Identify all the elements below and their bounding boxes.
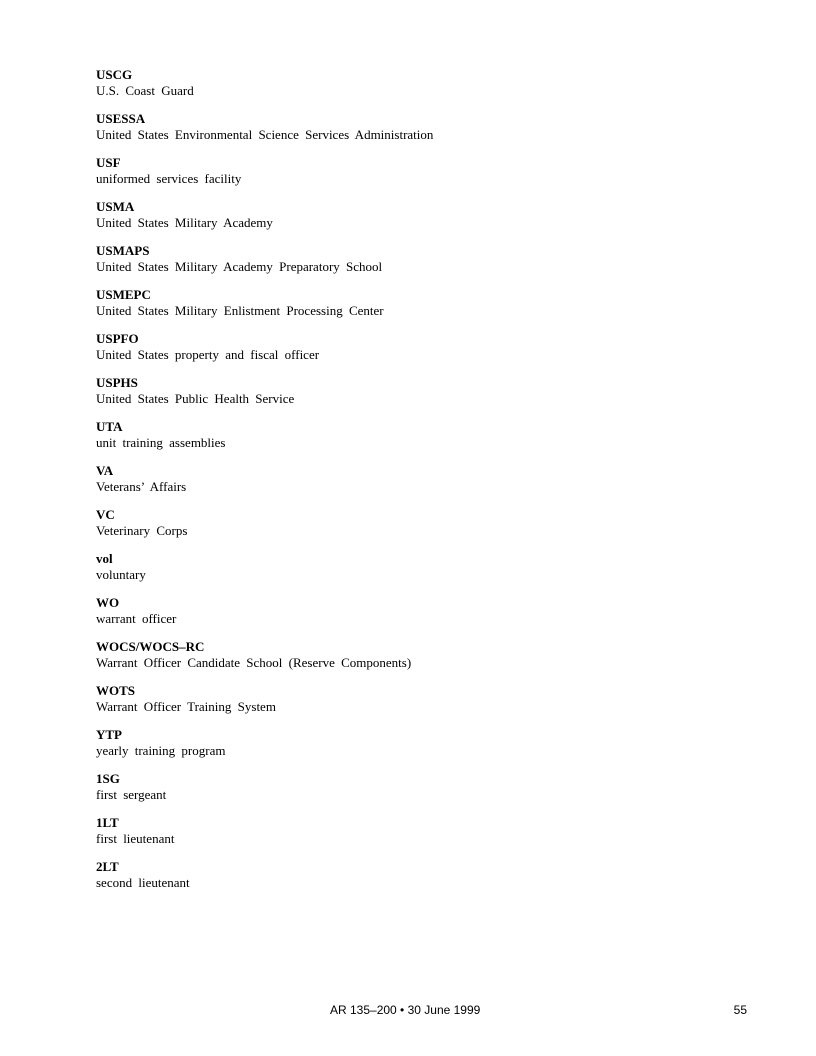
glossary-entry xyxy=(96,287,433,331)
glossary-definition: uniformed services facility xyxy=(96,171,242,186)
glossary-term: WOTS xyxy=(96,683,136,698)
glossary-entry xyxy=(96,639,433,683)
glossary-term: USPHS xyxy=(96,375,138,390)
glossary-entry xyxy=(96,155,433,199)
glossary-entry xyxy=(96,771,433,815)
glossary-entry xyxy=(96,551,433,595)
glossary-term: USESSA xyxy=(96,111,146,126)
glossary-entry xyxy=(96,243,433,287)
glossary-definition: voluntary xyxy=(96,567,146,582)
glossary-term: WOCS/WOCS–RC xyxy=(96,639,205,654)
footer-page-number: 55 xyxy=(733,1003,747,1017)
glossary-term: 1SG xyxy=(96,771,120,786)
glossary-term: VA xyxy=(96,463,114,478)
glossary-definition: U.S. Coast Guard xyxy=(96,83,194,98)
glossary-definition: unit training assemblies xyxy=(96,435,226,450)
glossary-term: USF xyxy=(96,155,121,170)
glossary-definition: United States Public Health Service xyxy=(96,391,295,406)
glossary-list xyxy=(96,67,433,903)
glossary-entry xyxy=(96,463,433,507)
glossary-term: USMAPS xyxy=(96,243,150,258)
glossary-entry xyxy=(96,331,433,375)
glossary-entry xyxy=(96,595,433,639)
glossary-entry xyxy=(96,67,433,111)
glossary-entry xyxy=(96,199,433,243)
glossary-term: vol xyxy=(96,551,113,566)
glossary-term: UTA xyxy=(96,419,123,434)
glossary-entry xyxy=(96,683,433,727)
glossary-definition: United States Military Academy Preparatory School xyxy=(96,259,383,274)
glossary-entry xyxy=(96,727,433,771)
glossary-term: YTP xyxy=(96,727,122,742)
glossary-definition: Veterinary Corps xyxy=(96,523,188,538)
glossary-term: VC xyxy=(96,507,115,522)
glossary-definition: Veterans’ Affairs xyxy=(96,479,187,494)
glossary-term: 1LT xyxy=(96,815,119,830)
glossary-definition: Warrant Officer Training System xyxy=(96,699,276,714)
glossary-term: WO xyxy=(96,595,120,610)
glossary-definition: United States Military Enlistment Processing Center xyxy=(96,303,384,318)
glossary-definition: second lieutenant xyxy=(96,875,190,890)
glossary-definition: yearly training program xyxy=(96,743,226,758)
glossary-term: USMA xyxy=(96,199,135,214)
footer-document-id: AR 135–200 • 30 June 1999 xyxy=(330,1003,481,1017)
glossary-definition: warrant officer xyxy=(96,611,177,626)
glossary-entry xyxy=(96,375,433,419)
glossary-entry xyxy=(96,859,433,903)
glossary-term: 2LT xyxy=(96,859,119,874)
glossary-definition: United States Military Academy xyxy=(96,215,273,230)
glossary-entry xyxy=(96,419,433,463)
glossary-entry xyxy=(96,111,433,155)
glossary-entry xyxy=(96,507,433,551)
glossary-definition: first sergeant xyxy=(96,787,167,802)
glossary-definition: first lieutenant xyxy=(96,831,175,846)
glossary-definition: United States Environmental Science Services Administration xyxy=(96,127,434,142)
glossary-term: USMEPC xyxy=(96,287,151,302)
glossary-entry xyxy=(96,815,433,859)
glossary-term: USCG xyxy=(96,67,133,82)
glossary-definition: Warrant Officer Candidate School (Reserve Components) xyxy=(96,655,412,670)
glossary-definition: United States property and fiscal officer xyxy=(96,347,320,362)
glossary-term: USPFO xyxy=(96,331,139,346)
